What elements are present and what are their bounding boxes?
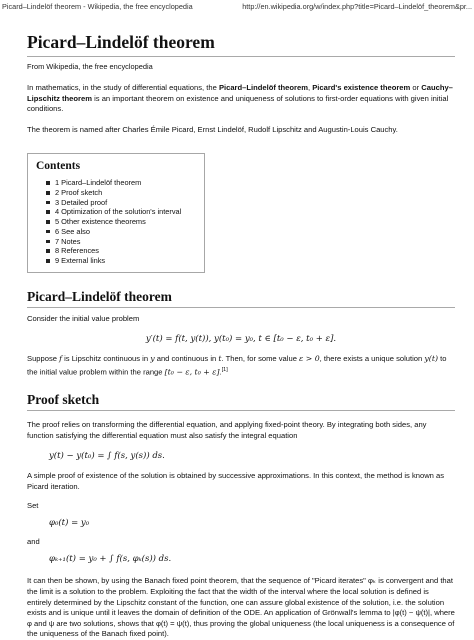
- intro-sep: or: [410, 83, 422, 92]
- intro-bold-term: Cauchy–Lipschitz theorem: [27, 83, 453, 103]
- toc-item[interactable]: [46, 188, 204, 198]
- math-symbol: y(t): [424, 354, 438, 364]
- intro-bold-term: Picard's existence theorem: [312, 83, 411, 92]
- intro-sep: ,: [307, 83, 313, 92]
- and-label: and: [27, 537, 40, 547]
- bullet-icon: [46, 181, 50, 185]
- toc-item[interactable]: [46, 178, 204, 188]
- page-title: Picard–Lindelöf theorem: [27, 32, 455, 57]
- intro-paragraph: [27, 83, 455, 115]
- footnote-link[interactable]: [1]: [221, 366, 228, 373]
- toc-list: [36, 178, 204, 265]
- bullet-icon: [46, 210, 50, 214]
- math-symbol: t: [218, 354, 222, 364]
- toc-item[interactable]: [46, 246, 204, 256]
- bullet-icon: [46, 191, 50, 195]
- toc-item[interactable]: [46, 256, 204, 266]
- proof-paragraph: The proof relies on transforming the differential equation, and applying fixed-point theory. By integrating both sides, any function satisfying the differential equation must also satisfy the integral equation: [27, 420, 427, 440]
- article-content: [27, 20, 455, 640]
- text-run: is Lipschitz continuous in: [61, 354, 151, 364]
- print-header-url: http://en.wikipedia.org/w/index.php?title=Picard–Lindelöf_theorem&pr...: [242, 2, 472, 11]
- bullet-icon: [46, 230, 50, 234]
- table-of-contents: [27, 153, 205, 272]
- bullet-icon: [46, 220, 50, 224]
- text-run: Suppose: [27, 354, 60, 364]
- toc-item-label[interactable]: 3 Detailed proof: [55, 197, 108, 207]
- toc-item-label[interactable]: 7 Notes: [55, 236, 81, 246]
- toc-title: Contents: [36, 160, 81, 173]
- bullet-icon: [46, 259, 50, 263]
- toc-item[interactable]: [46, 198, 204, 208]
- toc-item-label[interactable]: 6 See also: [55, 226, 90, 236]
- intro-text: In mathematics, in the study of differential equations, the: [27, 83, 219, 92]
- math-symbol: ε > 0: [299, 354, 320, 364]
- text-run: and continuous in: [154, 354, 219, 364]
- picard-iteration-paragraph: A simple proof of existence of the solution is obtained by successive approximations. In this context, the method is known as Picard iteration.: [27, 471, 445, 491]
- toc-item-label[interactable]: 9 External links: [55, 256, 106, 265]
- intro-bold-term: Picard–Lindelöf theorem: [218, 83, 308, 92]
- banach-paragraph: It can then be shown, by using the Banach fixed point theorem, that the sequence of "Picard iterates" φₖ is convergent and that the limit is a solution to the problem. Exploiting the fact that the width of the interval where the local solution is defined is entirely determined by the Lipschitz constant of the function, one can assure global existence of the solution, i.e. the solution exists and is unique until it leaves the domain of definition of the ODE. An application of Grönwall's lemma to |φ(t) − ψ(t)|, where φ and ψ are two solutions, shows that φ(t) = ψ(t), thus proving the global uniqueness (the local uniqueness is a consequence of the uniqueness of the Banach fixed point).: [27, 576, 455, 639]
- set-label: Set: [27, 501, 39, 511]
- text-run: .: [219, 367, 222, 377]
- toc-item[interactable]: [46, 227, 204, 237]
- math-symbol: y: [150, 354, 155, 364]
- text-run: to the initial value problem within the range: [27, 354, 447, 377]
- toc-item[interactable]: [46, 237, 204, 247]
- suppose-paragraph: [27, 354, 455, 378]
- bullet-icon: [46, 240, 50, 244]
- bullet-icon: [46, 249, 50, 253]
- ivp-equation: y′(t) = f(t, y(t)), y(t₀) = y₀, t ∈ [t₀ − ε, t₀ + ε].: [145, 334, 337, 345]
- initial-iterate-equation: φ₀(t) = y₀: [49, 518, 90, 529]
- toc-item[interactable]: [46, 207, 204, 217]
- toc-item-label[interactable]: 5 Other existence theorems: [55, 217, 146, 227]
- toc-item[interactable]: [46, 217, 204, 227]
- toc-item-label[interactable]: 4 Optimization of the solution's interval: [55, 207, 182, 217]
- math-symbol: f: [59, 354, 62, 364]
- print-header-title: Picard–Lindelöf theorem - Wikipedia, the free encyclopedia: [2, 2, 193, 11]
- consider-paragraph: Consider the initial value problem: [27, 313, 140, 323]
- text-run: , there exists a unique solution: [319, 354, 425, 364]
- section-heading-proof-sketch: Proof sketch: [27, 392, 455, 411]
- bullet-icon: [46, 201, 50, 205]
- named-paragraph: The theorem is named after Charles Émile Picard, Ernst Lindelöf, Rudolf Lipschitz and Augustin-Louis Cauchy.: [27, 124, 398, 134]
- iteration-equation: φₖ₊₁(t) = y₀ + ∫ f(s, φₖ(s)) ds.: [49, 554, 172, 565]
- toc-item-label[interactable]: 8 References: [55, 246, 99, 256]
- text-run: . Then, for some value: [221, 354, 300, 364]
- integral-equation: y(t) − y(t₀) = ∫ f(s, y(s)) ds.: [49, 451, 165, 462]
- site-subtitle: From Wikipedia, the free encyclopedia: [27, 62, 153, 71]
- toc-item-label[interactable]: 1 Picard–Lindelöf theorem: [55, 178, 142, 188]
- math-symbol: [t₀ − ε, t₀ + ε]: [164, 367, 220, 377]
- print-header: [0, 0, 474, 14]
- toc-item-label[interactable]: 2 Proof sketch: [55, 188, 103, 198]
- section-heading-picard: Picard–Lindelöf theorem: [27, 289, 455, 308]
- intro-text: is an important theorem on existence and uniqueness of solutions to first-order equations with given initial conditions.: [27, 93, 449, 114]
